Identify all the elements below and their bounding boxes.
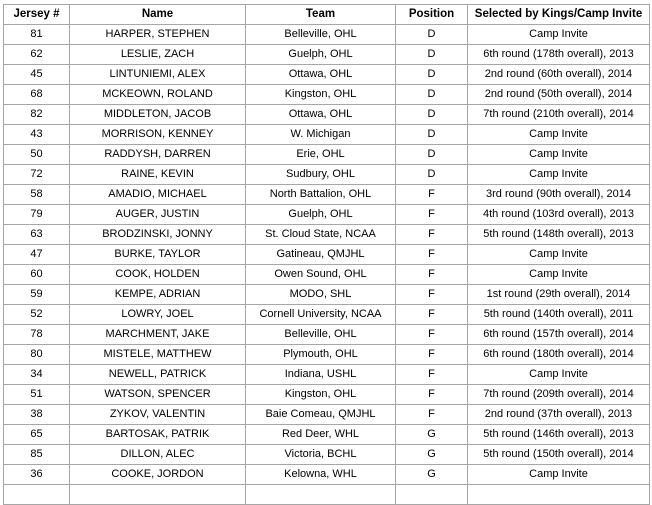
cell-position xyxy=(396,485,468,505)
column-header-name: Name xyxy=(70,5,246,25)
cell-jersey: 63 xyxy=(4,225,70,245)
cell-position: F xyxy=(396,245,468,265)
cell-position: D xyxy=(396,85,468,105)
cell-jersey: 52 xyxy=(4,305,70,325)
table-row xyxy=(4,185,650,205)
table-row xyxy=(4,405,650,425)
cell-team: Kelowna, WHL xyxy=(246,465,396,485)
cell-name: LINTUNIEMI, ALEX xyxy=(70,65,246,85)
table-row xyxy=(4,425,650,445)
cell-jersey: 81 xyxy=(4,25,70,45)
cell-name: COOKE, JORDON xyxy=(70,465,246,485)
cell-selected: 5th round (148th overall), 2013 xyxy=(468,225,650,245)
cell-position: G xyxy=(396,425,468,445)
cell-jersey: 72 xyxy=(4,165,70,185)
cell-jersey: 78 xyxy=(4,325,70,345)
cell-selected: 1st round (29th overall), 2014 xyxy=(468,285,650,305)
cell-team: Owen Sound, OHL xyxy=(246,265,396,285)
cell-position: F xyxy=(396,205,468,225)
cell-jersey: 79 xyxy=(4,205,70,225)
table-row xyxy=(4,285,650,305)
table-row xyxy=(4,65,650,85)
cell-name: LESLIE, ZACH xyxy=(70,45,246,65)
cell-selected: 5th round (150th overall), 2014 xyxy=(468,445,650,465)
cell-name: HARPER, STEPHEN xyxy=(70,25,246,45)
cell-selected: 6th round (157th overall), 2014 xyxy=(468,325,650,345)
cell-jersey: 50 xyxy=(4,145,70,165)
cell-position: D xyxy=(396,125,468,145)
cell-name: LOWRY, JOEL xyxy=(70,305,246,325)
table-body xyxy=(4,25,650,505)
column-header-jersey: Jersey # xyxy=(4,5,70,25)
table-row xyxy=(4,125,650,145)
cell-jersey: 45 xyxy=(4,65,70,85)
cell-position: F xyxy=(396,345,468,365)
cell-selected: Camp Invite xyxy=(468,125,650,145)
cell-position: D xyxy=(396,105,468,125)
table-row xyxy=(4,445,650,465)
cell-position: G xyxy=(396,445,468,465)
table-row xyxy=(4,365,650,385)
cell-name: AUGER, JUSTIN xyxy=(70,205,246,225)
cell-team: Cornell University, NCAA xyxy=(246,305,396,325)
cell-name: MIDDLETON, JACOB xyxy=(70,105,246,125)
table-header-row xyxy=(4,5,650,25)
table-row xyxy=(4,85,650,105)
cell-team: Victoria, BCHL xyxy=(246,445,396,465)
cell-name: DILLON, ALEC xyxy=(70,445,246,465)
cell-jersey: 62 xyxy=(4,45,70,65)
cell-selected: 6th round (180th overall), 2014 xyxy=(468,345,650,365)
cell-team: Indiana, USHL xyxy=(246,365,396,385)
table-row xyxy=(4,485,650,505)
cell-name xyxy=(70,485,246,505)
cell-team: Belleville, OHL xyxy=(246,325,396,345)
cell-jersey: 65 xyxy=(4,425,70,445)
cell-name: MCKEOWN, ROLAND xyxy=(70,85,246,105)
cell-position: D xyxy=(396,65,468,85)
cell-jersey: 80 xyxy=(4,345,70,365)
cell-position: F xyxy=(396,405,468,425)
table-row xyxy=(4,465,650,485)
cell-jersey: 34 xyxy=(4,365,70,385)
cell-position: F xyxy=(396,285,468,305)
cell-team: Sudbury, OHL xyxy=(246,165,396,185)
cell-position: F xyxy=(396,225,468,245)
cell-name: MISTELE, MATTHEW xyxy=(70,345,246,365)
cell-selected: 5th round (146th overall), 2013 xyxy=(468,425,650,445)
cell-jersey: 59 xyxy=(4,285,70,305)
cell-jersey xyxy=(4,485,70,505)
cell-position: D xyxy=(396,25,468,45)
cell-jersey: 82 xyxy=(4,105,70,125)
table-row xyxy=(4,265,650,285)
cell-position: D xyxy=(396,165,468,185)
cell-name: KEMPE, ADRIAN xyxy=(70,285,246,305)
cell-jersey: 68 xyxy=(4,85,70,105)
cell-position: F xyxy=(396,265,468,285)
cell-jersey: 51 xyxy=(4,385,70,405)
cell-selected: Camp Invite xyxy=(468,145,650,165)
cell-team: Gatineau, QMJHL xyxy=(246,245,396,265)
cell-selected: 2nd round (50th overall), 2014 xyxy=(468,85,650,105)
table-row xyxy=(4,225,650,245)
cell-name: RADDYSH, DARREN xyxy=(70,145,246,165)
cell-selected: 4th round (103rd overall), 2013 xyxy=(468,205,650,225)
cell-team: Baie Comeau, QMJHL xyxy=(246,405,396,425)
table-row xyxy=(4,105,650,125)
cell-name: ZYKOV, VALENTIN xyxy=(70,405,246,425)
cell-name: MARCHMENT, JAKE xyxy=(70,325,246,345)
cell-name: BURKE, TAYLOR xyxy=(70,245,246,265)
cell-position: F xyxy=(396,385,468,405)
cell-jersey: 43 xyxy=(4,125,70,145)
cell-team: St. Cloud State, NCAA xyxy=(246,225,396,245)
table-row xyxy=(4,305,650,325)
cell-name: AMADIO, MICHAEL xyxy=(70,185,246,205)
cell-team: Ottawa, OHL xyxy=(246,65,396,85)
table-row xyxy=(4,165,650,185)
cell-selected xyxy=(468,485,650,505)
cell-selected: 2nd round (60th overall), 2014 xyxy=(468,65,650,85)
cell-team: Plymouth, OHL xyxy=(246,345,396,365)
cell-jersey: 36 xyxy=(4,465,70,485)
cell-selected: 7th round (209th overall), 2014 xyxy=(468,385,650,405)
cell-position: F xyxy=(396,325,468,345)
cell-position: G xyxy=(396,465,468,485)
cell-selected: Camp Invite xyxy=(468,265,650,285)
cell-position: F xyxy=(396,185,468,205)
cell-selected: Camp Invite xyxy=(468,25,650,45)
cell-name: RAINE, KEVIN xyxy=(70,165,246,185)
cell-name: COOK, HOLDEN xyxy=(70,265,246,285)
table-row xyxy=(4,385,650,405)
cell-team: North Battalion, OHL xyxy=(246,185,396,205)
cell-position: F xyxy=(396,305,468,325)
cell-jersey: 47 xyxy=(4,245,70,265)
cell-jersey: 85 xyxy=(4,445,70,465)
table-row xyxy=(4,325,650,345)
cell-name: WATSON, SPENCER xyxy=(70,385,246,405)
cell-name: BRODZINSKI, JONNY xyxy=(70,225,246,245)
cell-selected: 5th round (140th overall), 2011 xyxy=(468,305,650,325)
cell-selected: 3rd round (90th overall), 2014 xyxy=(468,185,650,205)
table-row xyxy=(4,205,650,225)
table-row xyxy=(4,45,650,65)
roster-table xyxy=(3,4,650,505)
cell-name: MORRISON, KENNEY xyxy=(70,125,246,145)
cell-team: Kingston, OHL xyxy=(246,85,396,105)
cell-selected: Camp Invite xyxy=(468,165,650,185)
table-row xyxy=(4,345,650,365)
cell-team: Guelph, OHL xyxy=(246,45,396,65)
cell-team: Ottawa, OHL xyxy=(246,105,396,125)
cell-position: F xyxy=(396,365,468,385)
cell-selected: 6th round (178th overall), 2013 xyxy=(468,45,650,65)
cell-team: Erie, OHL xyxy=(246,145,396,165)
cell-position: D xyxy=(396,145,468,165)
table-row xyxy=(4,245,650,265)
cell-selected: Camp Invite xyxy=(468,365,650,385)
table-row xyxy=(4,25,650,45)
column-header-selected: Selected by Kings/Camp Invite xyxy=(468,5,650,25)
cell-position: D xyxy=(396,45,468,65)
cell-name: NEWELL, PATRICK xyxy=(70,365,246,385)
column-header-position: Position xyxy=(396,5,468,25)
cell-selected: Camp Invite xyxy=(468,465,650,485)
cell-team: W. Michigan xyxy=(246,125,396,145)
cell-team: MODO, SHL xyxy=(246,285,396,305)
cell-jersey: 58 xyxy=(4,185,70,205)
cell-team: Kingston, OHL xyxy=(246,385,396,405)
cell-jersey: 60 xyxy=(4,265,70,285)
cell-selected: Camp Invite xyxy=(468,245,650,265)
cell-team: Guelph, OHL xyxy=(246,205,396,225)
cell-selected: 7th round (210th overall), 2014 xyxy=(468,105,650,125)
cell-team: Red Deer, WHL xyxy=(246,425,396,445)
cell-name: BARTOSAK, PATRIK xyxy=(70,425,246,445)
cell-team xyxy=(246,485,396,505)
cell-selected: 2nd round (37th overall), 2013 xyxy=(468,405,650,425)
cell-jersey: 38 xyxy=(4,405,70,425)
column-header-team: Team xyxy=(246,5,396,25)
cell-team: Belleville, OHL xyxy=(246,25,396,45)
table-row xyxy=(4,145,650,165)
